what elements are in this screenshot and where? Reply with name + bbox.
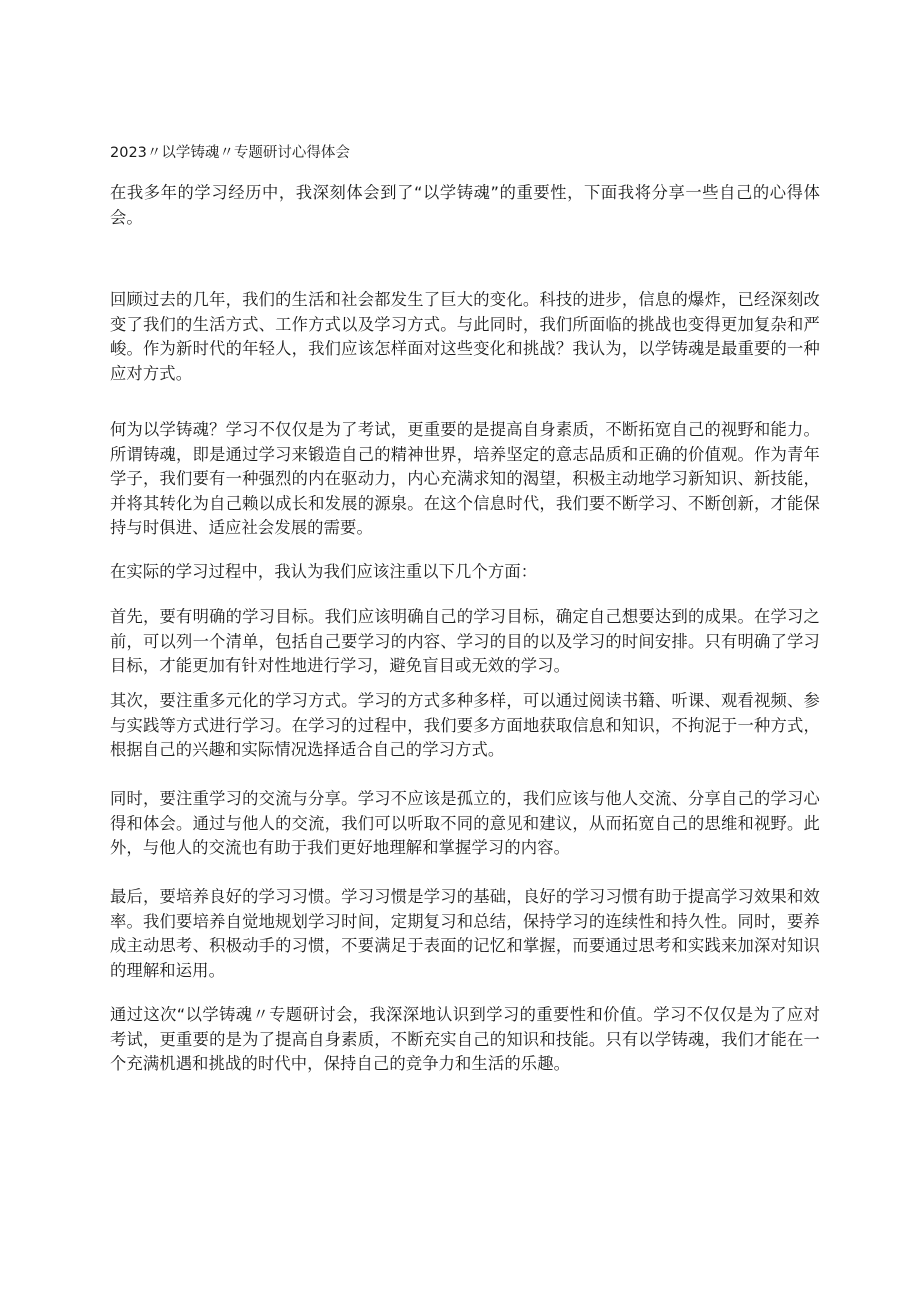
paragraph-intro: 在我多年的学习经历中，我深刻体会到了“以学铸魂”的重要性，下面我将分享一些自己的心得体会。 [110,183,820,227]
paragraph-definition: 何为以学铸魂？学习不仅仅是为了考试，更重要的是提高自身素质，不断拓宽自己的视野和能力。所谓铸魂，即是通过学习来锻造自己的精神世界，培养坚定的意志品质和正确的价值观。作为青年学子，我们要有一种强烈的内在驱动力，内心充满求知的渴望，积极主动地学习新知识、新技能，并将其转化为自己赖以成长和发展的源泉。在这个信息时代，我们要不断学习、不断创新，才能保持与时俱进、适应社会发展的需要。 [110,420,820,537]
paragraph-second-methods: 其次，要注重多元化的学习方式。学习的方式多种多样，可以通过阅读书籍、听课、观看视频、参与实践等方式进行学习。在学习的过程中，我们要多方面地获取信息和知识，不拘泥于一种方式，根据自己的兴趣和实际情况选择适合自己的学习方式。 [110,691,820,759]
document-title: 2023〃以学铸魂〃专题研讨心得体会 [110,145,350,161]
paragraph-aspects-intro: 在实际的学习过程中，我认为我们应该注重以下几个方面： [110,562,538,581]
paragraph-first-goal: 首先，要有明确的学习目标。我们应该明确自己的学习目标，确定自己想要达到的成果。在学习之前，可以列一个清单，包括自己要学习的内容、学习的目的以及学习的时间安排。只有明确了学习目标，才能更加有针对性地进行学习，避免盲目或无效的学习。 [110,607,820,675]
paragraph-conclusion: 通过这次“以学铸魂〃专题研讨会，我深深地认识到学习的重要性和价值。学习不仅仅是为了应对考试，更重要的是为了提高自身素质，不断充实自己的知识和技能。只有以学铸魂，我们才能在一个充满机遇和挑战的时代中，保持自己的竞争力和生活的乐趣。 [110,1005,820,1073]
paragraph-third-exchange: 同时，要注重学习的交流与分享。学习不应该是孤立的，我们应该与他人交流、分享自己的学习心得和体会。通过与他人的交流，我们可以听取不同的意见和建议，从而拓宽自己的思维和视野。此外，与他人的交流也有助于我们更好地理解和掌握学习的内容。 [110,789,820,857]
paragraph-last-habits: 最后，要培养良好的学习习惯。学习习惯是学习的基础，良好的学习习惯有助于提高学习效果和效率。我们要培养自觉地规划学习时间，定期复习和总结，保持学习的连续性和持久性。同时，要养成主动思考、积极动手的习惯，不要满足于表面的记忆和掌握，而要通过思考和实践来加深对知识的理解和运用。 [110,887,820,980]
paragraph-background: 回顾过去的几年，我们的生活和社会都发生了巨大的变化。科技的进步，信息的爆炸，已经深刻改变了我们的生活方式、工作方式以及学习方式。与此同时，我们所面临的挑战也变得更加复杂和严峻。作为新时代的年轻人，我们应该怎样面对这些变化和挑战？我认为，以学铸魂是最重要的一种应对方式。 [110,290,820,383]
